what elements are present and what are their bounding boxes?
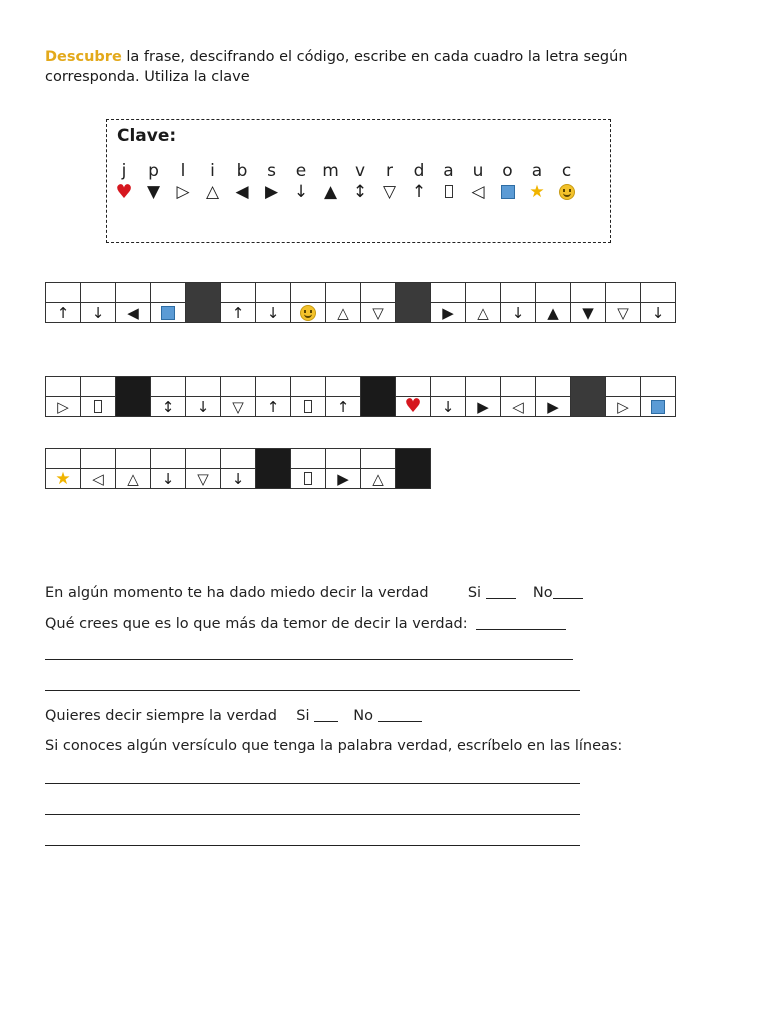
arrow-down-icon: ↓ [91,303,105,322]
rectangle-icon [304,400,312,413]
answer-box[interactable] [186,449,221,469]
code-symbol-cell [606,397,641,417]
code-symbol-cell [291,303,326,323]
code-symbol-cell [536,397,571,417]
code-symbol-cell [46,397,81,417]
triangle-up-outline-icon: △ [477,303,489,322]
triangle-down-outline-icon: ▽ [617,303,629,322]
question-1-si-label: Si [467,585,482,601]
answer-box[interactable] [116,283,151,303]
code-symbol-cell [186,469,221,489]
answer-box[interactable] [361,283,396,303]
triangle-down-filled-icon: ▼ [582,303,594,322]
key-letter: u [472,161,484,181]
key-symbol [550,180,584,204]
answer-box[interactable] [536,283,571,303]
triangle-left-filled-icon: ◀ [235,182,249,202]
instructions [45,47,685,87]
answer-box[interactable] [151,449,186,469]
code-symbol-cell [46,303,81,323]
arrow-up-icon: ↑ [56,303,70,322]
answer-box[interactable] [396,377,431,397]
answer-line-4[interactable] [45,814,580,815]
answer-box[interactable] [291,377,326,397]
code-table-3 [45,448,431,489]
code-symbol-cell [116,469,151,489]
key-title: Clave: [117,126,177,146]
blue-square-icon [501,185,515,199]
triangle-left-filled-icon: ◀ [127,303,139,322]
key-letter: v [354,161,366,181]
code-symbol-cell [466,303,501,323]
star-icon: ★ [55,468,71,489]
code-symbol-cell [256,303,291,323]
code-symbol-cell [221,397,256,417]
answer-box[interactable] [326,283,361,303]
question-3-no-label: No [353,708,374,724]
answer-box[interactable] [256,283,291,303]
triangle-up-outline-icon: △ [372,469,384,488]
answer-box[interactable] [641,377,676,397]
answer-line-3[interactable] [45,783,580,784]
code-symbol-cell [466,397,501,417]
key-box [106,119,611,243]
code-symbol-cell [221,303,256,323]
code-symbol-cell [81,469,116,489]
arrow-up-icon: ↑ [411,182,427,202]
triangle-up-outline-icon: △ [337,303,349,322]
key-letter: a [443,161,454,181]
code-symbol-cell [326,303,361,323]
code-symbol-cell [536,303,571,323]
symbol-row [46,469,431,489]
symbol-row [46,303,676,323]
key-letter: m [322,161,339,181]
code-symbol-cell [186,397,221,417]
star-icon: ★ [529,182,545,202]
arrow-up-icon: ↑ [336,397,350,416]
question-2-blank[interactable] [476,615,566,630]
triangle-right-filled-icon: ▶ [442,303,454,322]
arrow-down-icon: ↓ [161,469,175,488]
arrow-updown-icon: ↕ [161,397,175,416]
triangle-down-outline-icon: ▽ [232,397,244,416]
answer-row [46,377,676,397]
code-symbol-cell [151,303,186,323]
answer-box[interactable] [256,377,291,397]
answer-box[interactable] [466,283,501,303]
code-symbol-cell [641,303,676,323]
answer-box[interactable] [606,283,641,303]
triangle-right-outline-icon: ▷ [617,397,629,416]
code-symbol-cell [501,303,536,323]
word-separator [116,377,151,417]
heart-icon: ♥ [115,181,133,203]
arrow-down-icon: ↓ [266,303,280,322]
code-symbol-cell [116,303,151,323]
answer-box[interactable] [466,377,501,397]
triangle-left-outline-icon: ◁ [471,182,485,202]
triangle-down-outline-icon: ▽ [372,303,384,322]
answer-box[interactable] [116,449,151,469]
question-3-si-blank[interactable] [314,707,338,722]
code-symbol-cell [431,397,466,417]
key-letter: e [295,161,307,181]
word-separator [571,377,606,417]
answer-line-2[interactable] [45,690,580,691]
word-separator [396,449,431,489]
code-symbol-cell [291,469,326,489]
answer-box[interactable] [81,283,116,303]
triangle-up-outline-icon: △ [127,469,139,488]
key-letter: s [267,161,276,181]
key-letter: o [502,161,513,181]
triangle-right-filled-icon: ▶ [477,397,489,416]
answer-box[interactable] [571,283,606,303]
triangle-right-filled-icon: ▶ [264,182,279,202]
answer-box[interactable] [151,283,186,303]
question-1-no-label: No [532,585,553,601]
code-table-2 [45,376,676,417]
word-separator [256,449,291,489]
triangle-left-outline-icon: ◁ [92,469,104,488]
answer-box[interactable] [221,377,256,397]
answer-box[interactable] [536,377,571,397]
question-4 [45,738,622,754]
key-letter: b [236,161,248,181]
answer-box[interactable] [501,377,536,397]
answer-box[interactable] [151,377,186,397]
key-letter: j [121,161,127,181]
blue-square-icon [161,306,175,320]
arrow-down-icon: ↓ [441,397,455,416]
instructions-text: la frase, descifrando el código, escribe en cada cuadro la letra según corresponda. Utiliza la clave [45,49,628,85]
code-symbol-cell [431,303,466,323]
answer-box[interactable] [46,377,81,397]
question-1-si-blank[interactable] [486,584,516,599]
code-symbol-cell [256,397,291,417]
arrow-down-icon: ↓ [293,182,309,202]
answer-box[interactable] [81,377,116,397]
arrow-up-icon: ↑ [231,303,245,322]
triangle-down-outline-icon: ▽ [197,469,209,488]
rectangle-icon [94,400,102,413]
rectangle-icon [445,185,453,198]
code-symbol-cell [46,469,81,489]
question-2 [45,615,566,632]
arrow-down-icon: ↓ [231,469,245,488]
answer-box[interactable] [221,283,256,303]
code-symbol-cell [81,303,116,323]
rectangle-icon [304,472,312,485]
key-letter: r [386,161,393,181]
triangle-down-filled-icon: ▼ [146,182,161,202]
code-symbol-cell [606,303,641,323]
key-letter: l [180,161,186,181]
heart-icon: ♥ [404,395,422,417]
question-4-text: Si conoces algún versículo que tenga la palabra verdad, escríbelo en las líneas: [45,738,623,754]
code-symbol-cell [326,397,361,417]
answer-row [46,449,431,469]
arrow-down-icon: ↓ [196,397,210,416]
word-separator [361,377,396,417]
code-symbol-cell [81,397,116,417]
smiley-icon [559,184,575,200]
answer-box[interactable] [361,449,396,469]
answer-box[interactable] [431,283,466,303]
question-3-no-blank[interactable] [378,707,422,722]
triangle-up-filled-icon: ▲ [547,303,559,322]
smiley-icon [300,305,316,321]
answer-box[interactable] [81,449,116,469]
triangle-right-filled-icon: ▶ [547,397,559,416]
code-symbol-cell [151,397,186,417]
arrow-updown-icon: ↕ [352,182,368,202]
code-symbol-cell [571,303,606,323]
answer-box[interactable] [606,377,641,397]
question-1-no-blank[interactable] [553,584,583,599]
code-table-1 [45,282,676,323]
answer-line-1[interactable] [45,659,573,660]
arrow-down-icon: ↓ [511,303,525,322]
word-separator [186,283,221,323]
code-symbol-cell [361,469,396,489]
triangle-right-filled-icon: ▶ [337,469,349,488]
answer-row [46,283,676,303]
answer-line-5[interactable] [45,845,580,846]
code-symbol-cell [326,469,361,489]
key-letter: i [210,161,215,181]
code-symbol-cell [151,469,186,489]
triangle-down-outline-icon: ▽ [382,182,397,202]
answer-box[interactable] [291,283,326,303]
answer-box[interactable] [221,449,256,469]
key-letter: p [148,161,159,181]
code-symbol-cell [641,397,676,417]
answer-box[interactable] [641,283,676,303]
code-symbol-cell [221,469,256,489]
blue-square-icon [651,400,665,414]
code-symbol-cell [501,397,536,417]
question-3 [45,707,422,724]
triangle-right-outline-icon: ▷ [176,182,190,202]
answer-box[interactable] [291,449,326,469]
key-letter: c [561,161,572,181]
code-symbol-cell [361,303,396,323]
triangle-right-outline-icon: ▷ [57,397,69,416]
instructions-highlight: Descubre [45,49,122,65]
answer-box[interactable] [431,377,466,397]
question-3-text: Quieres decir siempre la verdad [45,708,278,724]
question-3-si-label: Si [296,708,310,724]
key-letter: d [413,161,425,181]
word-separator [396,283,431,323]
answer-box[interactable] [46,449,81,469]
arrow-up-icon: ↑ [266,397,280,416]
answer-box[interactable] [326,449,361,469]
answer-box[interactable] [326,377,361,397]
code-symbol-cell [291,397,326,417]
triangle-up-outline-icon: △ [205,182,220,202]
question-2-text: Qué crees que es lo que más da temor de decir la verdad: [45,616,468,632]
question-1 [45,584,583,601]
arrow-down-icon: ↓ [651,303,665,322]
key-letter: a [531,161,543,181]
triangle-left-outline-icon: ◁ [512,397,524,416]
triangle-up-filled-icon: ▲ [323,182,338,202]
question-1-text: En algún momento te ha dado miedo decir la verdad [45,585,429,601]
answer-box[interactable] [46,283,81,303]
answer-box[interactable] [186,377,221,397]
answer-box[interactable] [501,283,536,303]
code-symbol-cell [396,397,431,417]
